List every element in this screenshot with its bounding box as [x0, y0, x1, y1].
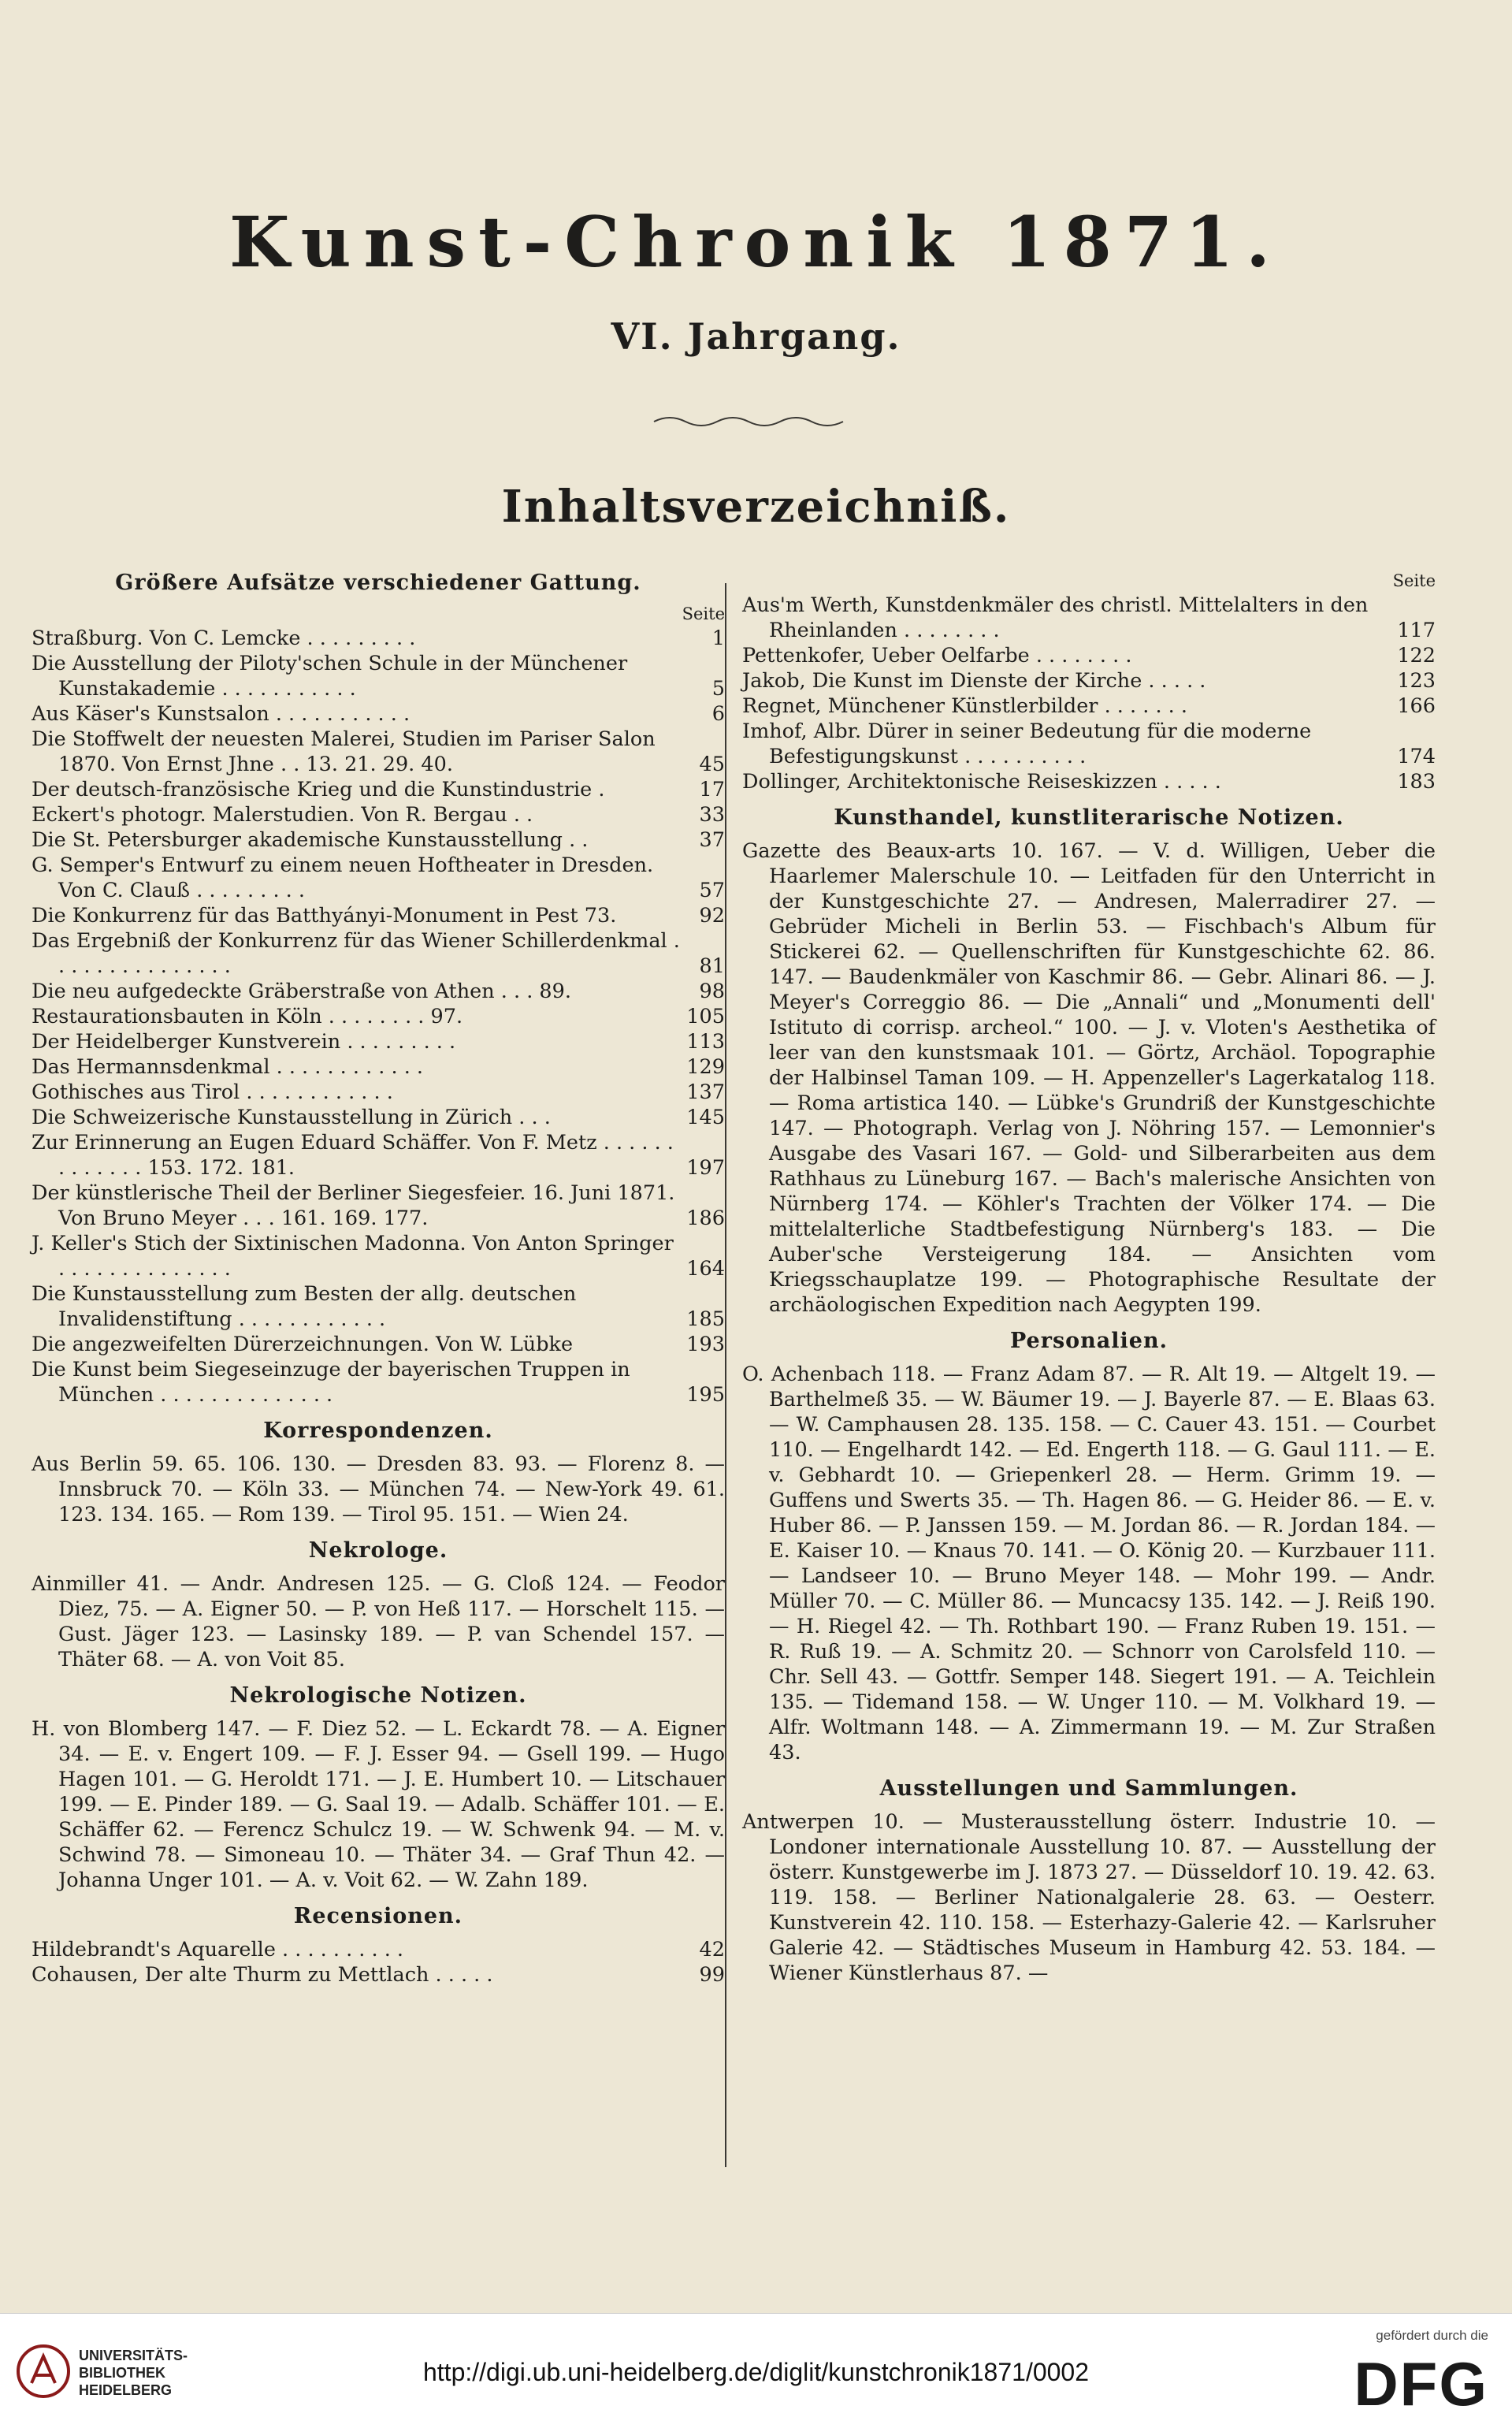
page-title: Kunst-Chronik 1871.	[229, 201, 1283, 283]
toc-entry	[32, 1357, 725, 1407]
toc-entry	[32, 1937, 725, 1962]
toc-entry-page: 145	[686, 1106, 725, 1129]
toc-entry-title: Gothisches aus Tirol . . . . . . . . . . . .	[32, 1080, 393, 1104]
toc-entry-title: Die Kunstausstellung zum Besten der allg. deutschen Invalidenstiftung . . . . . . . . . . . .	[32, 1282, 577, 1331]
toc-entry-title: Eckert's photogr. Malerstudien. Von R. Bergau . .	[32, 803, 533, 827]
toc-entry-title: Die Stoffwelt der neuesten Malerei, Studien im Pariser Salon 1870. Von Ernst Jhne . . 13. 21. 29. 40.	[32, 727, 656, 776]
toc-entry	[32, 651, 725, 701]
toc-entry-page: 5	[711, 677, 725, 701]
toc-entry	[32, 928, 725, 979]
toc-entry-title: Die Kunst beim Siegeseinzuge der bayerischen Truppen in München . . . . . . . . . . . . . .	[32, 1358, 630, 1407]
toc-entry-page: 33	[699, 803, 725, 827]
toc-entry-page: 113	[686, 1030, 725, 1054]
toc-entry-title: Zur Erinnerung an Eugen Eduard Schäffer. Von F. Metz . . . . . . . . . . . . . 153. 172. 181.	[32, 1131, 674, 1180]
right-column	[742, 560, 1436, 1986]
toc-entry	[32, 1332, 725, 1357]
toc-entry-page: 186	[686, 1207, 725, 1230]
toc-entry-page: 123	[1397, 669, 1436, 693]
paragraph-nekrologe: Ainmiller 41. — Andr. Andresen 125. — G. Cloß 124. — Feodor Diez, 75. — A. Eigner 50. — P. von Heß 117. — Horschelt 115. — Gust. Jäger 123. — Lasinsky 189. — P. van Schendel 157. — Thäter 68. — A. von Voit 85.	[32, 1572, 725, 1671]
toc-entry-page: 105	[686, 1005, 725, 1028]
toc-entry-title: Imhof, Albr. Dürer in seiner Bedeutung für die moderne Befestigungskunst . . . . . . . . . .	[742, 719, 1312, 768]
section-title-ausstellungen: Ausstellungen und Sammlungen.	[879, 1776, 1298, 1801]
toc-entry-title: Der künstlerische Theil der Berliner Siegesfeier. 16. Juni 1871. Von Bruno Meyer . . . 161. 169. 177.	[32, 1181, 675, 1230]
paragraph-korrespondenzen: Aus Berlin 59. 65. 106. 130. — Dresden 83. 93. — Florenz 8. — Innsbruck 70. — Köln 33. — München 74. — New-York 49. 61. 123. 134. 165. — Rom 139. — Tirol 95. 151. — Wien 24.	[32, 1452, 725, 1526]
toc-heading: Inhaltsverzeichniß.	[501, 481, 1011, 533]
toc-entry-title: Der deutsch-französische Krieg und die Kunstindustrie .	[32, 778, 605, 801]
toc-entry-title: Regnet, Münchener Künstlerbilder . . . . . . .	[742, 694, 1187, 718]
toc-entry-page: 197	[686, 1156, 725, 1180]
ornament-divider	[646, 410, 851, 433]
left-column	[32, 560, 725, 1987]
toc-entry-title: Dollinger, Architektonische Reiseskizzen . . . . .	[742, 770, 1221, 794]
toc-entry-page: 17	[699, 778, 725, 801]
toc-entry-title: Pettenkofer, Ueber Oelfarbe . . . . . . . .	[742, 644, 1132, 667]
toc-entry	[32, 1130, 725, 1181]
toc-entry-title: Die Konkurrenz für das Batthyányi-Monument in Pest 73.	[32, 904, 617, 928]
toc-entry-page: 122	[1397, 644, 1436, 667]
toc-entry-page: 92	[699, 904, 725, 928]
toc-entry	[32, 1105, 725, 1130]
toc-entry-title: G. Semper's Entwurf zu einem neuen Hoftheater in Dresden. Von C. Clauß . . . . . . . . .	[32, 853, 654, 902]
toc-entry	[742, 668, 1436, 693]
toc-entry	[32, 1962, 725, 1987]
toc-entry-title: Die St. Petersburger akademische Kunstausstellung . .	[32, 828, 589, 852]
toc-entry-title: Hildebrandt's Aquarelle . . . . . . . . . .	[32, 1938, 404, 1961]
toc-entry	[32, 1004, 725, 1029]
toc-entry-page: 45	[699, 753, 725, 776]
toc-entry-title: Straßburg. Von C. Lemcke . . . . . . . . .	[32, 627, 416, 650]
toc-entry-page: 81	[699, 954, 725, 978]
toc-entry-title: Cohausen, Der alte Thurm zu Mettlach . . . . .	[32, 1963, 493, 1987]
toc-entry	[742, 593, 1436, 643]
seite-label: Seite	[682, 604, 725, 623]
toc-entry	[742, 693, 1436, 719]
toc-entry-page: 42	[699, 1938, 725, 1961]
toc-entry-title: Die Schweizerische Kunstausstellung in Zürich . . .	[32, 1106, 551, 1129]
toc-entry	[742, 769, 1436, 794]
funded-by-label: gefördert durch die	[1376, 2328, 1488, 2343]
toc-entry-page: 98	[699, 980, 725, 1003]
toc-entry	[32, 1029, 725, 1054]
toc-entry-title: Restaurationsbauten in Köln . . . . . . . . 97.	[32, 1005, 463, 1028]
toc-entry-title: Die Ausstellung der Piloty'schen Schule in der Münchener Kunstakademie . . . . . . . . . . .	[32, 652, 628, 701]
section-title-aufsaetze: Größere Aufsätze verschiedener Gattung.	[115, 571, 641, 595]
toc-entry	[32, 1080, 725, 1105]
toc-entry	[32, 1281, 725, 1332]
section-title-nekrologische-notizen: Nekrologische Notizen.	[229, 1683, 527, 1708]
toc-entry-title: Die neu aufgedeckte Gräberstraße von Athen . . . 89.	[32, 980, 571, 1003]
toc-entry-page: 1	[711, 627, 725, 650]
toc-entry	[32, 1054, 725, 1080]
toc-entry	[742, 643, 1436, 668]
toc-entry-page: 174	[1397, 745, 1436, 768]
toc-entry-page: 183	[1397, 770, 1436, 794]
column-divider	[725, 583, 726, 2167]
toc-entry-page: 117	[1397, 619, 1436, 642]
logo-line: UNIVERSITÄTS-	[79, 2348, 188, 2363]
toc-entry	[32, 853, 725, 903]
toc-entry-page: 193	[686, 1333, 725, 1356]
toc-entry	[32, 1231, 725, 1281]
volume-subtitle: VI. Jahrgang.	[611, 315, 901, 358]
logo-line: BIBLIOTHEK	[79, 2365, 165, 2381]
toc-entry-title: Aus'm Werth, Kunstdenkmäler des christl. Mittelalters in den Rheinlanden . . . . . . . .	[742, 593, 1369, 642]
toc-entry	[32, 903, 725, 928]
toc-entry	[32, 979, 725, 1004]
paragraph-kunsthandel: Gazette des Beaux-arts 10. 167. — V. d. Willigen, Ueber die Haarlemer Malerschule 10. — Leitfaden für den Unterricht in der Kunstgeschichte 27. — Andresen, Malerradirer 27. — Gebrüder Micheli in Berlin 53. — Fischbach's Album für Stickerei 62. — Quellenschriften für Kunstgeschichte 62. 86. 147. — Baudenkmäler von Kaschmir 86. — Gebr. Alinari 86. — J. Meyer's Correggio 86. — Die „Annali“ und „Monumenti dell' Istituto di corrisp. archeol.“ 100. — J. v. Vloten's Aesthetika of leer van den kunstsmaak 101. — Görtz, Archäol. Topographie der Halbinsel Taman 109. — H. Appenzeller's Lagerkatalog 118. — Roma artistica 140. — Lübke's Grundriß der Kunstgeschichte 147. — Photograph. Verlag von J. Nöhring 157. — Lemonnier's Ausgabe des Vasari 167. — Gold- und Silberarbeiten aus dem Rathhaus zu Lüneburg 167. — Bach's malerische Ansichten von Nürnberg 174. — Köhler's Trachten der Völker 174. — Die mittelalterliche Stadtbefestigung Nürnberg's 183. — Die Auber'sche Versteigerung 184. — Ansichten vom Kriegsschauplatze 199. — Photographische Resultate der archäologischen Expedition nach Aegypten 199.	[742, 839, 1436, 1317]
paragraph-ausstellungen: Antwerpen 10. — Musterausstellung österr. Industrie 10. — Londoner internationale Ausstellung 10. 87. — Ausstellung der österr. Kunstgewerbe im J. 1873 27. — Düsseldorf 10. 19. 42. 63. 119. 158. — Berliner Nationalgalerie 28. 63. — Oesterr. Kunstverein 42. 110. 158. — Esterhazy-Galerie 42. — Karlsruher Galerie 42. — Städtisches Museum in Hamburg 42. 53. 184. — Wiener Künstlerhaus 87. —	[742, 1810, 1436, 1985]
paragraph-nekrologische-notizen: H. von Blomberg 147. — F. Diez 52. — L. Eckardt 78. — A. Eigner 34. — E. v. Engert 109. — F. J. Esser 94. — Gsell 199. — Hugo Hagen 101. — G. Heroldt 171. — J. E. Humbert 10. — Litschauer 199. — E. Pinder 189. — G. Saal 19. — Adalb. Schäffer 101. — E. Schäffer 62. — Ferencz Schulcz 19. — W. Schwenk 94. — M. v. Schwind 78. — Simoneau 10. — Thäter 34. — Graf Thun 42. — Johanna Unger 101. — A. v. Voit 62. — W. Zahn 189.	[32, 1717, 725, 1892]
source-url-link[interactable]: http://digi.ub.uni-heidelberg.de/diglit/kunstchronik1871/0002	[422, 2358, 1090, 2386]
toc-entry-title: Der Heidelberger Kunstverein . . . . . . . . .	[32, 1030, 456, 1054]
toc-entry-page: 57	[699, 879, 725, 902]
section-title-personalien: Personalien.	[1009, 1329, 1168, 1353]
seite-label-right: Seite	[1392, 571, 1436, 590]
toc-entry-page: 195	[686, 1383, 725, 1407]
toc-list-recensionen	[32, 1937, 725, 1987]
toc-entry	[32, 827, 725, 853]
section-title-nekrologe: Nekrologe.	[308, 1538, 448, 1563]
section-title-kunsthandel: Kunsthandel, kunstliterarische Notizen.	[834, 805, 1344, 830]
viewer-footer	[0, 2313, 1512, 2428]
toc-entry	[32, 1181, 725, 1231]
toc-entry-page: 185	[686, 1307, 725, 1331]
toc-entry	[32, 802, 725, 827]
toc-entry-page: 129	[686, 1055, 725, 1079]
toc-entry-title: Aus Käser's Kunstsalon . . . . . . . . . . .	[32, 702, 411, 726]
toc-entry	[32, 701, 725, 727]
toc-entry-page: 37	[699, 828, 725, 852]
toc-entry-page: 99	[699, 1963, 725, 1987]
section-title-korrespondenzen: Korrespondenzen.	[263, 1419, 493, 1443]
toc-entry-title: Das Ergebniß der Konkurrenz für das Wiener Schillerdenkmal . . . . . . . . . . . . . . .	[32, 929, 680, 978]
toc-entry-title: Jakob, Die Kunst im Dienste der Kirche . . . . .	[742, 669, 1206, 693]
toc-entry-page: 6	[711, 702, 725, 726]
toc-entry	[32, 727, 725, 777]
dfg-logo: DFG	[1354, 2349, 1488, 2419]
toc-entry	[742, 719, 1436, 769]
logo-line: HEIDELBERG	[79, 2382, 173, 2398]
section-title-recensionen: Recensionen.	[293, 1904, 463, 1928]
toc-entry-page: 137	[686, 1080, 725, 1104]
toc-entry-title: Die angezweifelten Dürerzeichnungen. Von W. Lübke	[32, 1333, 574, 1356]
toc-list-aufsaetze-cont	[742, 593, 1436, 794]
toc-list-aufsaetze	[32, 626, 725, 1407]
toc-entry-title: J. Keller's Stich der Sixtinischen Madonna. Von Anton Springer . . . . . . . . . . . . . .	[32, 1232, 674, 1281]
paragraph-personalien: O. Achenbach 118. — Franz Adam 87. — R. Alt 19. — Altgelt 19. — Barthelmeß 35. — W. Bäumer 19. — J. Bayerle 87. — E. Blaas 63. — W. Camphausen 28. 135. 158. — C. Cauer 43. 151. — Courbet 110. — Engelhardt 142. — Ed. Engerth 118. — G. Gaul 111. — E. v. Gebhardt 10. — Griepenkerl 28. — Herm. Grimm 19. — Guffens und Swerts 35. — Th. Hagen 86. — G. Heider 86. — E. v. Huber 86. — P. Janssen 159. — M. Jordan 86. — R. Jordan 184. — E. Kaiser 10. — Knaus 70. 141. — O. König 20. — Kurzbauer 111. — Landseer 10. — Bruno Meyer 148. — Mohr 199. — Andr. Müller 70. — C. Müller 86. — Muncacsy 135. 142. — J. Reiß 190. — H. Riegel 42. — Th. Rothbart 190. — Franz Ruben 19. 151. — R. Ruß 19. — A. Schmitz 20. — Schnorr von Carolsfeld 110. — Chr. Sell 43. — Gottfr. Semper 148. Siegert 191. — A. Teichlein 135. — Tidemand 158. — W. Unger 110. — M. Volkhard 19. — Alfr. Woltmann 148. — A. Zimmermann 19. — M. Zur Straßen 43.	[742, 1363, 1436, 1764]
toc-entry	[32, 777, 725, 802]
toc-entry-title: Das Hermannsdenkmal . . . . . . . . . . . .	[32, 1055, 424, 1079]
toc-entry	[32, 626, 725, 651]
toc-entry-page: 166	[1397, 694, 1436, 718]
toc-entry-page: 164	[686, 1257, 725, 1281]
